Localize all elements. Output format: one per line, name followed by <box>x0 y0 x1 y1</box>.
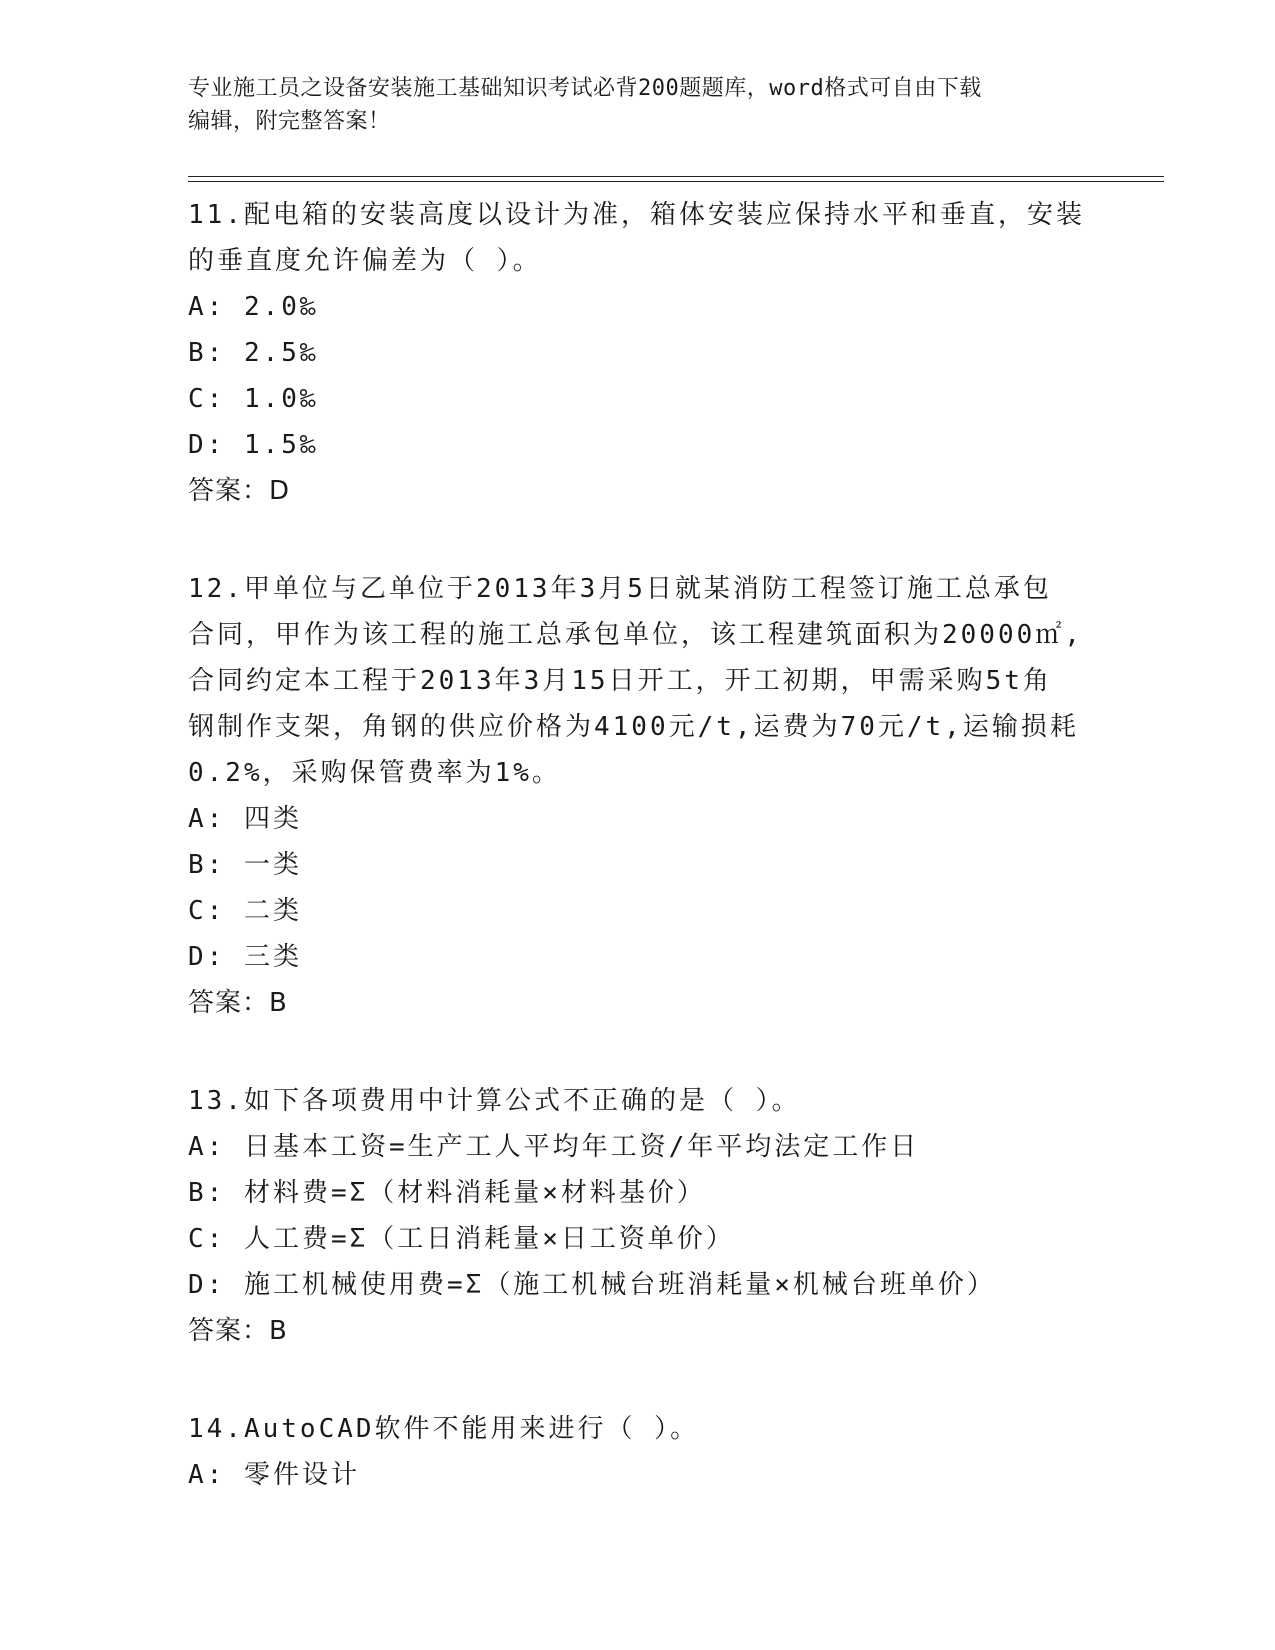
option-d: D: 施工机械使用费=Σ（施工机械台班消耗量×机械台班单价） <box>188 1270 996 1300</box>
header-divider-top <box>188 176 1164 177</box>
question-stem-line: 13.如下各项费用中计算公式不正确的是（ ）。 <box>188 1086 801 1116</box>
spacer <box>188 1026 1088 1078</box>
spacer <box>188 514 1088 566</box>
question-stem-line: 12.甲单位与乙单位于2013年3月5日就某消防工程签订施工总承包 <box>188 574 1052 604</box>
option-d: D: 1.5‰ <box>188 430 319 460</box>
option-c: C: 1.0‰ <box>188 384 319 414</box>
option-d: D: 三类 <box>188 942 302 972</box>
option-c: C: 人工费=Σ（工日消耗量×日工资单价） <box>188 1224 735 1254</box>
header-divider-bottom <box>188 181 1164 182</box>
question-11 <box>188 192 1088 514</box>
option-a: A: 日基本工资=生产工人平均年工资/年平均法定工作日 <box>188 1132 920 1162</box>
option-a: A: 2.0‰ <box>188 292 319 322</box>
question-stem-line: 11.配电箱的安装高度以设计为准，箱体安装应保持水平和垂直，安装 <box>188 200 1085 230</box>
answer: 答案：B <box>188 1316 288 1346</box>
option-b: B: 材料费=Σ（材料消耗量×材料基价） <box>188 1178 706 1208</box>
question-13 <box>188 1078 1088 1354</box>
question-stem-line: 钢制作支架，角钢的供应价格为4100元/t,运费为70元/t,运输损耗 <box>188 712 1079 742</box>
question-stem-line: 的垂直度允许偏差为（ ）。 <box>188 246 542 276</box>
question-stem-line: 14.AutoCAD软件不能用来进行（ ）。 <box>188 1414 700 1444</box>
document-header <box>188 72 1088 138</box>
question-14 <box>188 1406 1088 1498</box>
option-a: A: 零件设计 <box>188 1460 360 1490</box>
question-stem-line: 合同，甲作为该工程的施工总承包单位，该工程建筑面积为20000㎡, <box>188 620 1083 650</box>
option-a: A: 四类 <box>188 804 302 834</box>
question-12 <box>188 566 1088 1026</box>
option-b: B: 2.5‰ <box>188 338 319 368</box>
header-line-1: 专业施工员之设备安装施工基础知识考试必背200题题库，word格式可自由下载 <box>188 76 982 101</box>
question-list <box>188 192 1088 1498</box>
answer: 答案：D <box>188 476 291 506</box>
option-c: C: 二类 <box>188 896 302 926</box>
answer: 答案：B <box>188 988 288 1018</box>
option-b: B: 一类 <box>188 850 302 880</box>
question-stem-line: 0.2%，采购保管费率为1%。 <box>188 758 561 788</box>
header-line-2: 编辑，附完整答案！ <box>188 109 391 134</box>
spacer <box>188 1354 1088 1406</box>
question-stem-line: 合同约定本工程于2013年3月15日开工，开工初期，甲需采购5t角 <box>188 666 1052 696</box>
